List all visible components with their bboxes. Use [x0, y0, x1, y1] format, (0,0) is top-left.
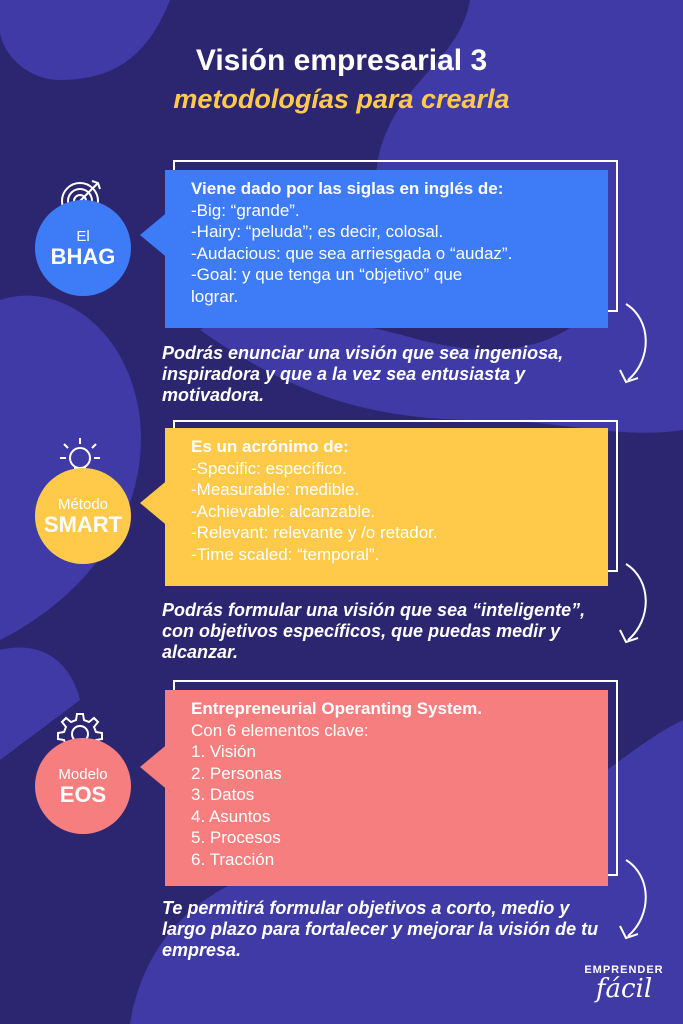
curved-arrow-icon: [608, 560, 658, 650]
list-item: 3. Datos: [191, 785, 255, 804]
list-item: 1. Visión: [191, 742, 256, 761]
section-note: Podrás formular una visión que sea “inteligente”, con objetivos específicos, que puedas medir y alcanzar.: [162, 600, 586, 662]
list-item: -Measurable: medible.: [191, 480, 360, 499]
page-subtitle: metodologías para crearla: [173, 84, 510, 114]
list-item: lograr.: [191, 286, 239, 306]
bhag-panel: [165, 170, 608, 328]
list-item: -Audacious: que sea arriesgada o “audaz”.: [191, 243, 513, 263]
section-note: Podrás enunciar una visión que sea ingeniosa, inspiradora y que a la vez sea entusiasta y motivadora.: [162, 343, 564, 405]
list-item: 2. Personas: [191, 763, 282, 783]
eos-panel: [165, 690, 608, 886]
badge-small-label: El: [76, 227, 90, 245]
list-item: -Specific: específico.: [191, 458, 347, 478]
page-title: Visión empresarial 3: [195, 44, 488, 77]
panel-subheading: Con 6 elementos clave:: [191, 720, 369, 740]
list-item: -Goal: y que tenga un “objetivo” que: [191, 265, 463, 284]
curved-arrow-icon: [608, 856, 658, 946]
list-item: 5. Procesos: [191, 828, 281, 847]
smart-panel: [165, 428, 608, 586]
badge-small-label: Método: [57, 495, 109, 513]
list-item: -Big: “grande”.: [191, 200, 300, 220]
panel-heading: Entrepreneurial Operanting System.: [191, 699, 482, 718]
section-note: Te permitirá formular objetivos a corto, medio y largo plazo para fortalecer y mejorar la visión de tu empresa.: [162, 898, 599, 960]
logo-line-1: EMPRENDER: [584, 964, 664, 976]
badge-big-label: EOS: [59, 781, 107, 807]
badge-big-label: SMART: [43, 511, 123, 537]
brand-logo: [584, 964, 664, 1002]
panel-heading: Viene dado por las siglas en inglés de:: [191, 179, 504, 198]
badge-bhag: [35, 200, 131, 296]
list-item: -Achievable: alcanzable.: [191, 501, 376, 521]
list-item: 4. Asuntos: [191, 806, 271, 826]
list-item: 6. Tracción: [191, 849, 275, 869]
badge-big-label: BHAG: [50, 243, 116, 269]
list-item: -Time scaled: “temporal”.: [191, 544, 380, 564]
curved-arrow-icon: [608, 300, 658, 390]
panel-heading: Es un acrónimo de:: [191, 437, 349, 456]
list-item: -Relevant: relevante y /o retador.: [191, 523, 438, 542]
logo-line-2: fácil: [595, 974, 653, 1004]
badge-smart: [35, 468, 131, 564]
list-item: -Hairy: “peluda”; es decir, colosal.: [191, 222, 444, 241]
badge-eos: [35, 738, 131, 834]
badge-small-label: Modelo: [58, 765, 108, 783]
